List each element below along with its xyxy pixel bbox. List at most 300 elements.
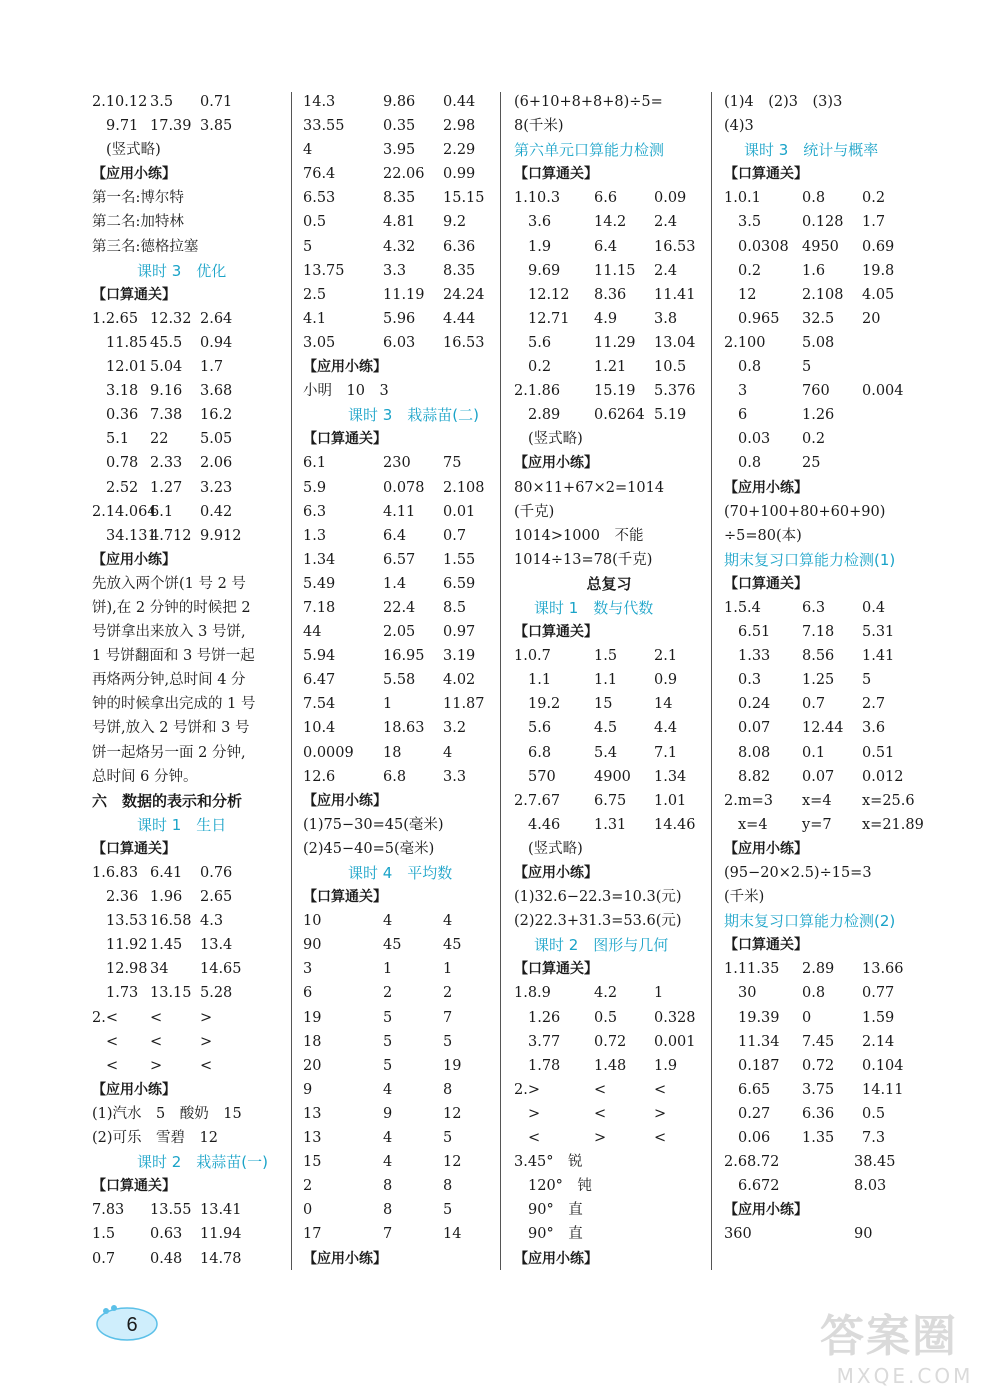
answer-row [303, 307, 493, 331]
answer-value: 0 [802, 1009, 812, 1026]
answer-row [92, 524, 282, 548]
answer-value: 90 [303, 937, 322, 954]
answer-value: 1.31 [594, 816, 627, 833]
answer-value: 4 [383, 1154, 393, 1171]
answer-value: < [594, 1081, 607, 1098]
section-heading: 【应用小练】 [514, 455, 598, 472]
answer-value: 12 [443, 1105, 462, 1122]
answer-value: 7.3 [862, 1130, 886, 1147]
answer-value: 0.27 [738, 1105, 771, 1122]
answer-value: 6.672 [738, 1178, 780, 1195]
answer-value: 0.99 [443, 166, 476, 183]
answer-row [724, 186, 924, 210]
answer-value: 6.51 [738, 624, 771, 641]
answer-value: 19.39 [738, 1009, 780, 1026]
answer-text: (1)4 (2)3 (3)3 [724, 94, 843, 110]
answer-value: 12 [443, 1154, 462, 1171]
answer-value: 18 [383, 744, 402, 761]
answer-value: 2.4 [654, 214, 678, 231]
answer-value: 0.012 [862, 768, 904, 785]
answer-row [92, 1198, 282, 1222]
answer-column-3 [514, 90, 704, 1271]
answer-row [724, 789, 924, 813]
answer-value: 2.108 [443, 479, 485, 496]
answer-value: 7 [443, 1009, 453, 1026]
answer-value: < [654, 1081, 667, 1098]
answer-value: 7.18 [303, 599, 336, 616]
answer-row [92, 1247, 282, 1271]
answer-value: 12.71 [528, 310, 570, 327]
lesson-title: 第六单元口算能力检测 [514, 141, 665, 160]
answer-value: 3.19 [443, 648, 476, 665]
answer-value: 8.08 [738, 744, 771, 761]
answer-text: 第一名:博尔特 [92, 190, 184, 207]
answer-value: 2.52 [106, 479, 139, 496]
answer-row [303, 644, 493, 668]
section-heading: 【应用小练】 [724, 1202, 808, 1219]
answer-text: (2)可乐 雪碧 12 [92, 1130, 218, 1147]
answer-value: 4.05 [862, 286, 895, 303]
answer-value: 3.3 [383, 262, 407, 279]
answer-value: 230 [383, 455, 411, 472]
answer-row [514, 1078, 704, 1102]
answer-value: 8.82 [738, 768, 771, 785]
answer-value: 0.7 [443, 527, 467, 544]
answer-row [514, 644, 704, 668]
answer-value: 3.18 [106, 383, 139, 400]
answer-text: (1)75−30=45(毫米) [303, 816, 444, 833]
answer-value: 10.5 [654, 359, 687, 376]
answer-value: > [654, 1105, 667, 1122]
answer-value: > [200, 1033, 213, 1050]
answer-value: 3.75 [802, 1081, 835, 1098]
answer-value: 0.187 [738, 1057, 780, 1074]
answer-text: (1)32.6−22.3=10.3(元) [514, 889, 682, 906]
answer-value: 5 [862, 672, 872, 689]
answer-value: 5.9 [303, 479, 327, 496]
answer-value: 10 [303, 913, 322, 930]
answer-row [92, 307, 282, 331]
lesson-title: 课时 4 平均数 [348, 864, 453, 882]
answer-value: 3.5 [150, 94, 174, 110]
answer-value: 3.6 [862, 720, 886, 737]
answer-row [514, 235, 704, 259]
answer-row [514, 1006, 704, 1030]
answer-row [724, 259, 924, 283]
answer-text: (竖式略) [106, 142, 161, 159]
answer-value: 2.7 [862, 696, 886, 713]
answer-row [303, 186, 493, 210]
answer-value: 1.0.7 [514, 648, 551, 665]
section-heading: 【口算通关】 [514, 624, 598, 641]
answer-row [514, 789, 704, 813]
answer-row [514, 210, 704, 234]
lesson-title: 期末复习口算能力检测(1) [724, 550, 896, 569]
answer-value: 9.71 [106, 118, 139, 135]
answer-value: 6 [738, 407, 748, 424]
watermark [820, 1300, 990, 1388]
answer-value: < [106, 1057, 119, 1074]
answer-value: < [528, 1130, 541, 1147]
lesson-title: 课时 2 图形与几何 [534, 936, 669, 955]
answer-value: 1.55 [443, 551, 476, 568]
answer-value: 2.36 [106, 889, 139, 906]
lesson-title: 期末复习口算能力检测(2) [724, 912, 896, 931]
answer-value: 0.8 [738, 455, 762, 472]
answer-row [303, 1054, 493, 1078]
answer-value: 5.94 [303, 648, 336, 665]
answer-value: 4.9 [594, 310, 618, 327]
answer-text: 1014>1000 不能 [514, 527, 644, 544]
answer-row [303, 1006, 493, 1030]
answer-row [303, 692, 493, 716]
answer-value: 0.69 [862, 238, 895, 255]
answer-row [514, 1030, 704, 1054]
answer-value: 5 [802, 359, 812, 376]
answer-row [92, 355, 282, 379]
answer-value: 14.78 [200, 1250, 242, 1267]
answer-value: 1.96 [150, 889, 183, 906]
answer-value: 2.100 [724, 334, 766, 351]
answer-row [303, 1030, 493, 1054]
answer-value: 2.89 [528, 407, 561, 424]
answer-row [303, 259, 493, 283]
answer-value: 0.07 [802, 768, 835, 785]
answer-row [92, 885, 282, 909]
answer-value: 4.4 [654, 720, 678, 737]
answer-value: 15.19 [594, 383, 636, 400]
answer-text: (4)3 [724, 118, 754, 135]
answer-value: 4950 [802, 238, 839, 255]
answer-value: x=4 [802, 792, 832, 809]
answer-text: (1)汽水 5 酸奶 15 [92, 1105, 242, 1122]
answer-value: 14.11 [862, 1081, 904, 1098]
answer-row [514, 283, 704, 307]
answer-value: 2.98 [443, 118, 476, 135]
section-heading: 【口算通关】 [724, 937, 808, 954]
answer-value: 19.2 [528, 696, 561, 713]
answer-row [514, 741, 704, 765]
answer-value: 0.72 [802, 1057, 835, 1074]
answer-row [514, 765, 704, 789]
answer-row [92, 909, 282, 933]
answer-row [303, 331, 493, 355]
answer-value: 4.3 [200, 913, 224, 930]
answer-value: 6.36 [443, 238, 476, 255]
answer-value: 12.44 [802, 720, 844, 737]
answer-value: 6.41 [150, 865, 183, 881]
answer-value: 4.712 [150, 527, 192, 544]
answer-value: 9 [383, 1105, 393, 1122]
answer-row [724, 741, 924, 765]
answer-value: 18.63 [383, 720, 425, 737]
answer-value: 14 [443, 1226, 462, 1243]
answer-value: 5 [303, 238, 313, 255]
answer-row [92, 451, 282, 475]
answer-column-4 [724, 90, 924, 1247]
answer-value: 0.36 [106, 407, 139, 424]
answer-text: (70+100+80+60+90) [724, 503, 886, 520]
answer-value: 6.3 [802, 599, 826, 616]
answer-value: 19 [303, 1009, 322, 1026]
answer-value: 44 [303, 624, 322, 641]
answer-value: 25 [802, 455, 821, 472]
answer-value: 1.7 [862, 214, 886, 231]
answer-value: 4 [443, 913, 453, 930]
answer-value: y=7 [802, 816, 832, 833]
answer-value: 2.89 [802, 961, 835, 978]
answer-value: 760 [802, 383, 830, 400]
answer-text: (竖式略) [528, 840, 583, 857]
answer-value: 7.18 [802, 624, 835, 641]
answer-value: 4.02 [443, 672, 476, 689]
answer-value: 7.83 [92, 1202, 125, 1219]
answer-value: 0.8 [738, 359, 762, 376]
answer-value: 34.131 [106, 527, 157, 544]
answer-value: 22.06 [383, 166, 425, 183]
answer-value: 13 [303, 1130, 322, 1147]
answer-value: 5.08 [802, 334, 835, 351]
answer-value: 4.44 [443, 310, 476, 327]
answer-value: 5.58 [383, 672, 416, 689]
answer-value: 0.24 [738, 696, 771, 713]
answer-value: 5 [383, 1057, 393, 1074]
answer-value: 0.48 [150, 1250, 183, 1267]
section-heading: 【口算通关】 [303, 889, 387, 906]
answer-value: 6.1 [303, 455, 327, 472]
answer-value: 1.25 [802, 672, 835, 689]
answer-value: 12.12 [528, 286, 570, 303]
answer-value: 4 [383, 1081, 393, 1098]
answer-value: 6.6 [594, 190, 618, 207]
answer-text: 80×11+67×2=1014 [514, 479, 665, 496]
answer-value: 7.54 [303, 696, 336, 713]
answer-text: (6+10+8+8+8)÷5= [514, 94, 663, 110]
section-heading: 【口算通关】 [724, 575, 808, 592]
answer-row [92, 427, 282, 451]
lesson-title: 课时 3 栽蒜苗(二) [348, 406, 480, 425]
answer-value: 16.2 [200, 407, 233, 424]
answer-value: 11.87 [443, 696, 485, 713]
answer-value: 6.59 [443, 575, 476, 592]
answer-value: 2.> [514, 1081, 540, 1098]
answer-row [303, 957, 493, 981]
answer-row [303, 500, 493, 524]
answer-row [303, 114, 493, 138]
answer-row [724, 765, 924, 789]
answer-value: 3.8 [654, 310, 678, 327]
answer-value: 7.45 [802, 1033, 835, 1050]
answer-row [92, 500, 282, 524]
answer-value: 4 [443, 744, 453, 761]
answer-value: 6.4 [594, 238, 618, 255]
answer-value: 13.4 [200, 937, 233, 954]
answer-value: 1.7 [200, 359, 224, 376]
answer-value: 0.5 [594, 1009, 618, 1026]
unit-title: 六 数据的表示和分析 [92, 791, 243, 810]
answer-value: 14.65 [200, 961, 242, 978]
answer-value: 5 [443, 1033, 453, 1050]
answer-row [724, 210, 924, 234]
answer-row [92, 403, 282, 427]
answer-value: 45 [383, 937, 402, 954]
answer-value: 13.55 [150, 1202, 192, 1219]
answer-row [724, 403, 924, 427]
answer-value: 14.3 [303, 94, 336, 110]
explanation-line: 号饼拿出来放入 3 号饼, [92, 624, 246, 641]
answer-value: 8.56 [802, 648, 835, 665]
answer-row [303, 524, 493, 548]
answer-row [303, 909, 493, 933]
answer-value: 0.63 [150, 1226, 183, 1243]
answer-value: 1.26 [802, 407, 835, 424]
answer-value: 12 [738, 286, 757, 303]
answer-value: 1.3 [303, 527, 327, 544]
answer-value: 0.5 [862, 1105, 886, 1122]
answer-value: 12.98 [106, 961, 148, 978]
answer-text: 8(千米) [514, 118, 564, 135]
answer-row [92, 1030, 282, 1054]
answer-value: 24.24 [443, 286, 485, 303]
answer-value: 8.03 [854, 1178, 887, 1195]
answer-value: < [654, 1130, 667, 1147]
answer-value: 0.6264 [594, 407, 645, 424]
answer-value: < [150, 1009, 163, 1026]
page-number: 6 [126, 1314, 138, 1336]
answer-row [724, 307, 924, 331]
answer-value: 1 [443, 961, 453, 978]
answer-row [724, 668, 924, 692]
section-heading: 【应用小练】 [92, 1081, 176, 1098]
answer-value: 7 [383, 1226, 393, 1243]
answer-row [514, 379, 704, 403]
answer-row [303, 1174, 493, 1198]
answer-column-2 [303, 90, 493, 1271]
answer-value: 1.6 [802, 262, 826, 279]
answer-value: 7.38 [150, 407, 183, 424]
answer-value: 2.< [92, 1009, 118, 1026]
answer-text: (千克) [514, 503, 555, 520]
answer-value: 13 [303, 1105, 322, 1122]
answer-value: 10.4 [303, 720, 336, 737]
answer-value: 11.85 [106, 334, 148, 351]
answer-text: 90° 直 [528, 1202, 583, 1219]
answer-value: 6.4 [383, 527, 407, 544]
answer-value: 2.1.86 [514, 383, 561, 400]
answer-row [514, 1126, 704, 1150]
answer-value: 5.376 [654, 383, 696, 400]
answer-value: 0.0308 [738, 238, 789, 255]
answer-value: 6.36 [802, 1105, 835, 1122]
answer-value: 1.2.65 [92, 310, 139, 327]
answer-value: 1.11.35 [724, 961, 780, 978]
answer-text: ÷5=80(本) [724, 527, 802, 544]
answer-value: 12.32 [150, 310, 192, 327]
answer-row [303, 572, 493, 596]
answer-text: 3.45° 锐 [514, 1154, 583, 1171]
section-heading: 【应用小练】 [724, 840, 808, 857]
answer-row [303, 210, 493, 234]
section-heading: 【应用小练】 [514, 865, 598, 881]
answer-value: 12.6 [303, 768, 336, 785]
answer-value: 0.328 [654, 1009, 696, 1026]
answer-value: 11.94 [200, 1226, 242, 1243]
answer-value: 0.104 [862, 1057, 904, 1074]
answer-value: 0.3 [738, 672, 762, 689]
answer-text: 90° 直 [528, 1226, 583, 1243]
answer-row [724, 644, 924, 668]
answer-value: 1.59 [862, 1009, 895, 1026]
answer-row [92, 476, 282, 500]
answer-value: 5.19 [654, 407, 687, 424]
answer-value: x=25.6 [862, 792, 915, 809]
answer-value: 5.49 [303, 575, 336, 592]
answer-value: 0.1 [802, 744, 826, 761]
answer-value: 5.04 [150, 359, 183, 376]
answer-value: 6.47 [303, 672, 336, 689]
answer-value: 8 [383, 1202, 393, 1219]
answer-value: 2 [303, 1178, 313, 1195]
answer-value: 0.128 [802, 214, 844, 231]
answer-value: x=21.89 [862, 816, 924, 833]
answer-row [303, 933, 493, 957]
answer-value: x=4 [738, 816, 768, 833]
answer-value: 9.69 [528, 262, 561, 279]
section-heading: 【应用小练】 [303, 359, 387, 376]
answer-value: 0.35 [383, 118, 416, 135]
answer-value: 33.55 [303, 118, 345, 135]
section-heading: 【应用小练】 [92, 551, 176, 568]
answer-value: 0.09 [654, 190, 687, 207]
answer-value: 0.76 [200, 865, 233, 881]
answer-value: 76.4 [303, 166, 336, 183]
answer-value: 3 [738, 383, 748, 400]
answer-value: 0.4 [862, 599, 886, 616]
answer-row [724, 379, 924, 403]
answer-row [92, 981, 282, 1005]
answer-row [92, 90, 282, 114]
answer-value: 14.46 [654, 816, 696, 833]
answer-value: 6.1 [150, 503, 174, 520]
answer-value: 5 [383, 1009, 393, 1026]
answer-value: 4.5 [594, 720, 618, 737]
answer-row [303, 1150, 493, 1174]
answer-value: 15.15 [443, 190, 485, 207]
answer-row [724, 1054, 924, 1078]
answer-value: 2.65 [200, 889, 233, 906]
answer-value: 0.42 [200, 503, 233, 520]
answer-row [303, 235, 493, 259]
explanation-line: 饼一起烙另一面 2 分钟, [92, 744, 246, 761]
answer-value: 2.10.12 [92, 94, 148, 110]
answer-value: 0.8 [802, 985, 826, 1002]
section-heading: 【口算通关】 [514, 166, 598, 183]
answer-value: 13.53 [106, 913, 148, 930]
answer-value: 9.912 [200, 527, 242, 544]
answer-value: > [150, 1057, 163, 1074]
answer-value: 0.004 [862, 383, 904, 400]
answer-value: 1.5.4 [724, 599, 761, 616]
answer-value: 360 [724, 1226, 752, 1243]
answer-value: 2 [383, 985, 393, 1002]
answer-text: 第三名:德格拉塞 [92, 238, 199, 255]
answer-value: 0.44 [443, 94, 476, 110]
answer-value: 3.23 [200, 479, 233, 496]
answer-value: 8.35 [443, 262, 476, 279]
answer-value: 2.05 [383, 624, 416, 641]
answer-row [724, 596, 924, 620]
answer-value: 1.73 [106, 985, 139, 1002]
